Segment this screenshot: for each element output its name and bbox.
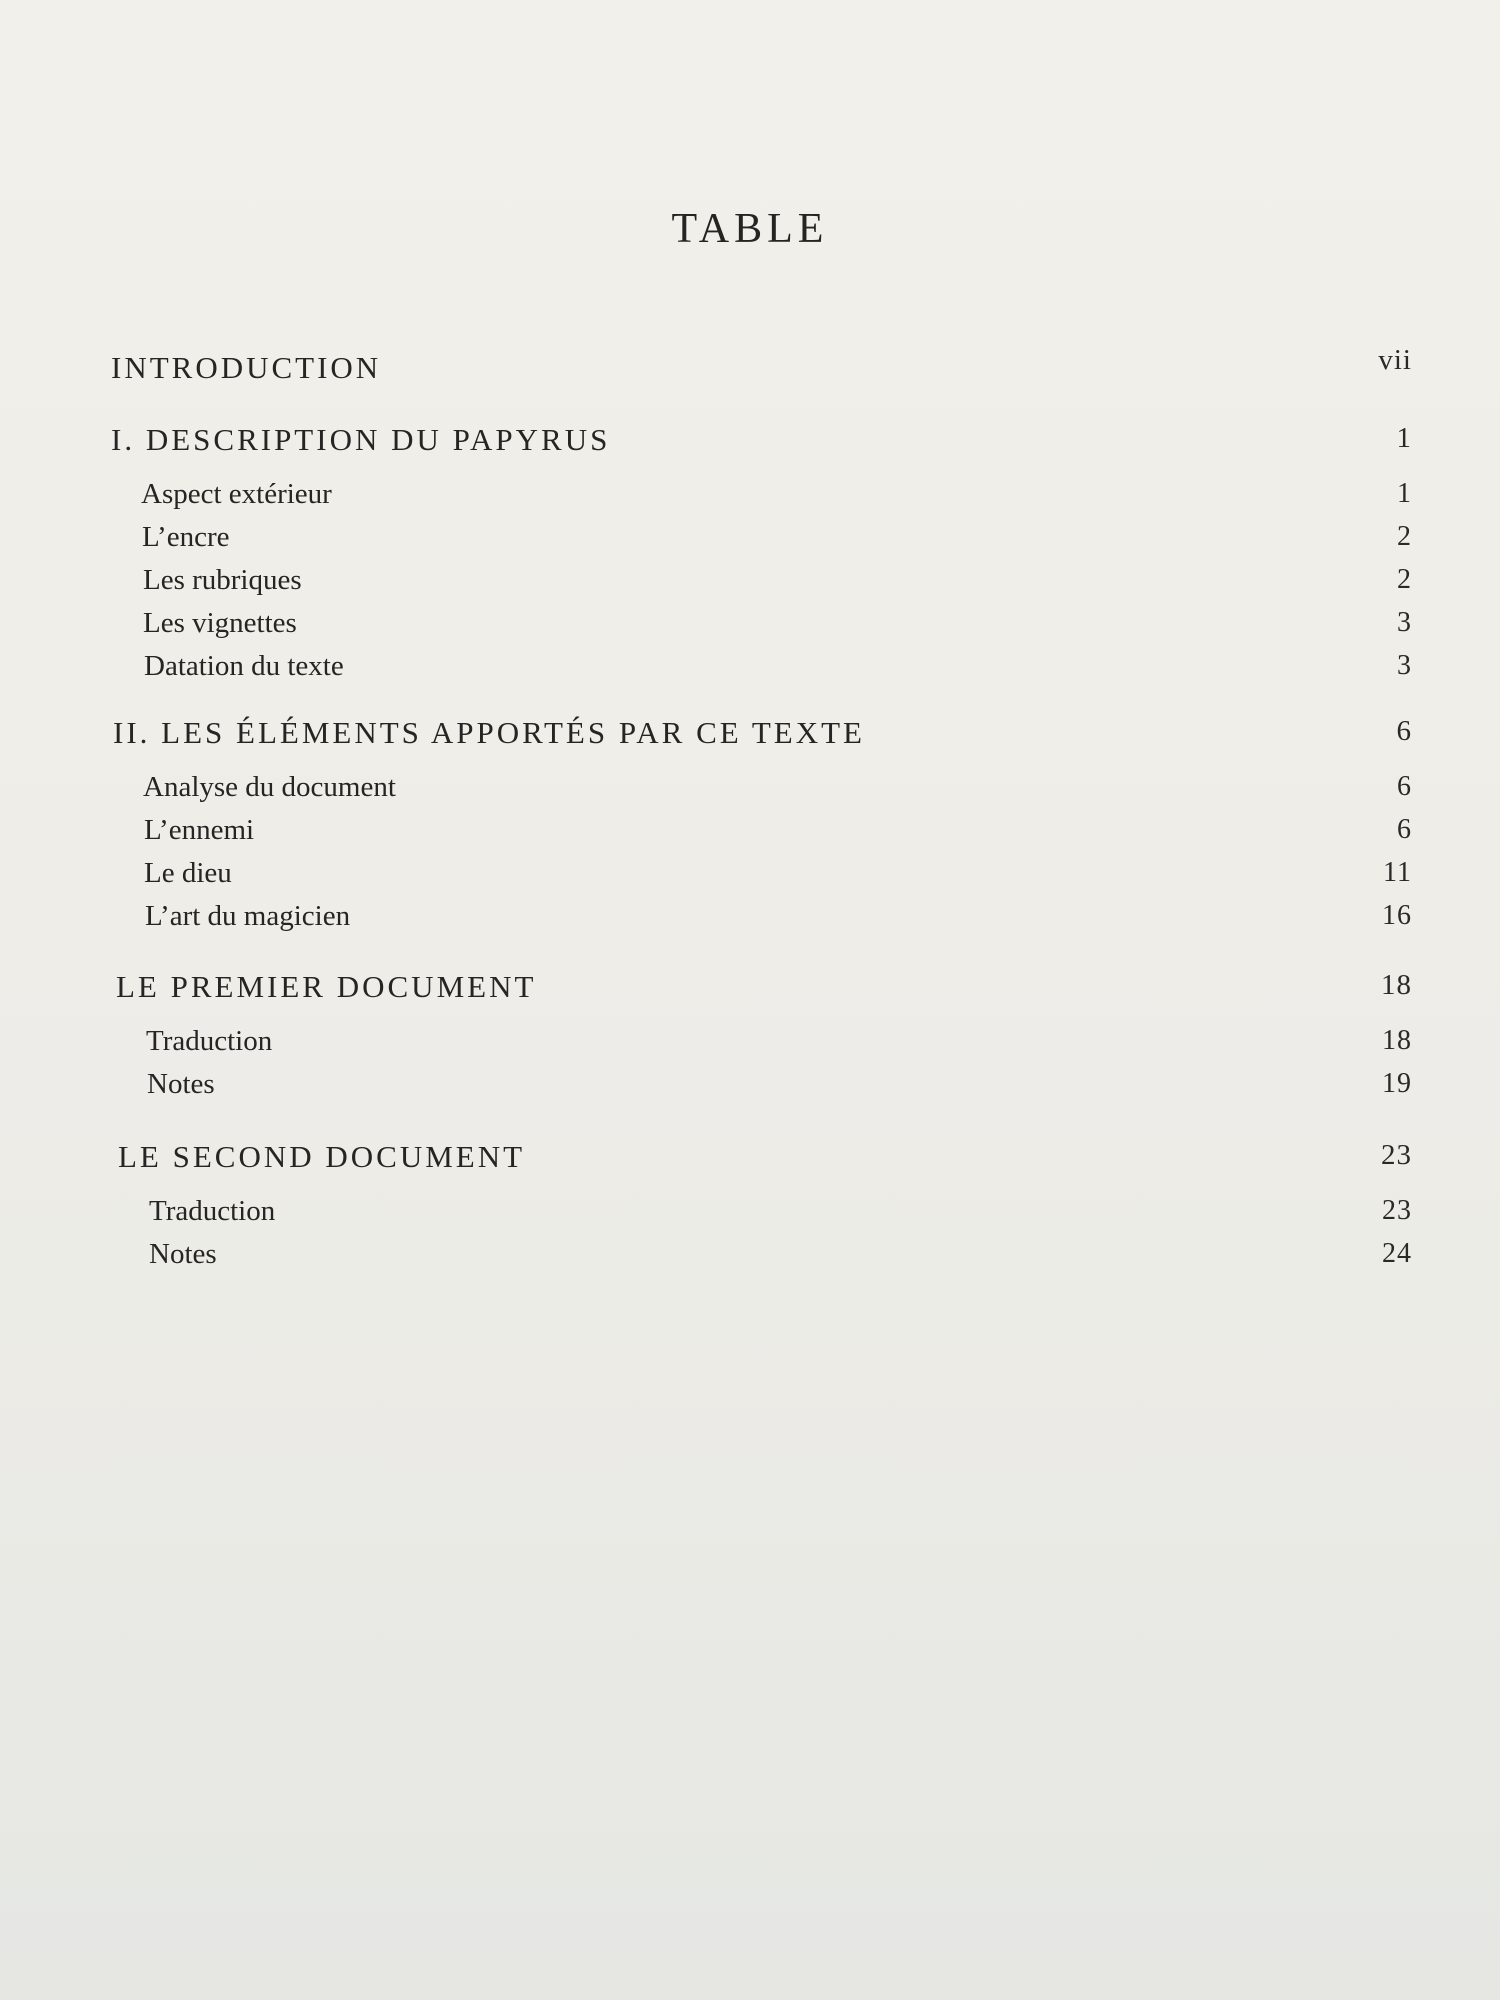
toc-heading: LE SECOND DOCUMENT [118, 1139, 526, 1174]
toc-page-number: 16 [1382, 900, 1412, 931]
toc-entry-label: Les vignettes [143, 607, 297, 639]
toc-section-premier-document [0, 969, 1500, 1111]
toc-entry-row [0, 857, 1500, 900]
toc-entry-row [0, 564, 1500, 607]
toc-section-description [0, 422, 1500, 693]
toc-page-number: 1 [1396, 422, 1412, 454]
toc-entry-label: Traduction [146, 1025, 273, 1057]
toc-page-number: 2 [1397, 521, 1412, 552]
toc-entry-label: L’ennemi [144, 814, 255, 846]
toc-heading: II. LES ÉLÉMENTS APPORTÉS PAR CE TEXTE [113, 715, 865, 750]
toc-page-number: 11 [1383, 857, 1412, 888]
toc-entry-row [0, 1195, 1500, 1238]
toc-entry-label: Le dieu [144, 857, 232, 889]
toc-entry-label: Les rubriques [143, 564, 302, 596]
toc-page-number: 24 [1382, 1238, 1412, 1269]
toc-page-number: 1 [1397, 478, 1412, 509]
toc-page-number: 19 [1382, 1068, 1412, 1099]
toc-entry-label: Notes [149, 1238, 217, 1270]
toc-heading-row [0, 344, 1500, 414]
toc-section-second-document [0, 1139, 1500, 1281]
toc-heading-row [0, 715, 1500, 771]
toc-page-number: 6 [1397, 814, 1412, 845]
toc-page-number: 2 [1397, 564, 1412, 595]
toc-page-number: 18 [1382, 1025, 1412, 1056]
toc-entry-label: L’art du magicien [145, 900, 351, 932]
toc-entry-label: L’encre [142, 521, 230, 553]
toc-section-elements [0, 715, 1500, 943]
toc-entry-label: Aspect extérieur [141, 478, 332, 510]
toc-entry-row [0, 478, 1500, 521]
toc-entry-row [0, 1025, 1500, 1068]
toc-entry-label: Traduction [149, 1195, 276, 1227]
toc-entry-label: Notes [147, 1068, 215, 1100]
toc-page-number: 23 [1381, 1139, 1412, 1171]
toc-heading: LE PREMIER DOCUMENT [116, 969, 537, 1004]
toc-page-number: 18 [1381, 969, 1412, 1001]
toc-page-number: 3 [1397, 650, 1412, 681]
table-of-contents [0, 344, 1500, 1281]
toc-entry-row [0, 771, 1500, 814]
toc-heading-row [0, 422, 1500, 478]
toc-entry-row [0, 607, 1500, 650]
toc-heading: INTRODUCTION [111, 350, 382, 385]
toc-entry-row [0, 1238, 1500, 1281]
toc-entry-label: Datation du texte [144, 650, 344, 682]
toc-heading: I. DESCRIPTION DU PAPYRUS [111, 422, 611, 457]
toc-heading-row [0, 969, 1500, 1025]
toc-page-number: vii [1378, 344, 1412, 376]
toc-page-number: 6 [1396, 715, 1412, 747]
toc-entry-row [0, 814, 1500, 857]
toc-page-number: 3 [1397, 607, 1412, 638]
page-title: TABLE [671, 206, 829, 252]
toc-entry-label: Analyse du document [143, 771, 396, 803]
toc-entry-row [0, 900, 1500, 943]
toc-section-introduction [0, 344, 1500, 414]
toc-page-number: 6 [1397, 771, 1412, 802]
toc-entry-row [0, 1068, 1500, 1111]
page-shadow [0, 1340, 1500, 2000]
toc-entry-row [0, 650, 1500, 693]
toc-heading-row [0, 1139, 1500, 1195]
toc-page-number: 23 [1382, 1195, 1412, 1226]
toc-entry-row [0, 521, 1500, 564]
